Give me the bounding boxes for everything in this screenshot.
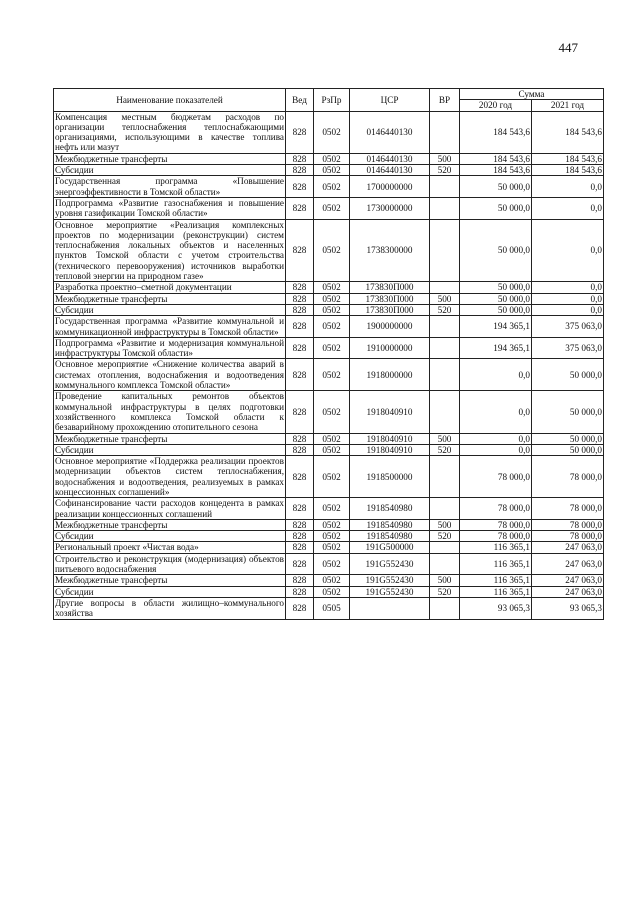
row-sum-2021: 0,0: [532, 197, 604, 219]
row-rzpr: 0502: [314, 282, 350, 293]
row-sum-2020: 194 365,1: [460, 316, 532, 338]
row-sum-2021: 184 543,6: [532, 153, 604, 164]
row-csr: 1918040910: [350, 391, 430, 433]
row-ved: 828: [286, 111, 314, 153]
row-rzpr: 0502: [314, 337, 350, 359]
table-row: [54, 553, 604, 575]
table-row: [54, 304, 604, 315]
row-sum-2021: 184 543,6: [532, 165, 604, 176]
row-sum-2021: 50 000,0: [532, 391, 604, 433]
row-rzpr: 0502: [314, 391, 350, 433]
row-csr: 1918000000: [350, 359, 430, 391]
row-sum-2021: 50 000,0: [532, 444, 604, 455]
row-vr: [430, 111, 460, 153]
table-row: [54, 197, 604, 219]
row-ved: 828: [286, 542, 314, 553]
table-row: [54, 597, 604, 619]
row-sum-2020: 78 000,0: [460, 456, 532, 498]
row-sum-2020: 50 000,0: [460, 293, 532, 304]
row-rzpr: 0502: [314, 575, 350, 586]
row-sum-2021: 0,0: [532, 282, 604, 293]
row-csr: 1918040910: [350, 433, 430, 444]
row-name: Подпрограмма «Развитие газоснабжения и повышение уровня газификации Томской области»: [55, 197, 284, 219]
row-rzpr: 0502: [314, 553, 350, 575]
row-sum-2021: 375 063,0: [532, 316, 604, 338]
row-rzpr: 0502: [314, 293, 350, 304]
row-sum-2021: 247 063,0: [532, 553, 604, 575]
row-name: Межбюджетные трансферты: [54, 153, 286, 164]
row-sum-2021: 78 000,0: [532, 498, 604, 520]
row-name: Государственная программа «Развитие коммунальной и коммуникационной инфраструктуры в Томской области»: [55, 316, 284, 337]
table-row: [54, 282, 604, 293]
row-sum-2020: 184 543,6: [460, 153, 532, 164]
row-ved: 828: [286, 433, 314, 444]
row-name: Основное мероприятие «Реализация комплексных проектов по модернизации (реконструкции) систем теплоснабжения локальных объектов и населенных пунктов Томской области с учетом строительства (технического перевооружения) источников выработки тепловой энергии на природном газе»: [55, 219, 284, 282]
budget-table: [53, 88, 604, 620]
row-vr: [430, 282, 460, 293]
row-sum-2021: 0,0: [532, 304, 604, 315]
row-sum-2021: 0,0: [532, 219, 604, 282]
row-rzpr: 0505: [314, 597, 350, 619]
row-csr: 1700000000: [350, 176, 430, 198]
header-ved: Вед: [286, 89, 314, 112]
row-vr: 500: [430, 293, 460, 304]
row-ved: 828: [286, 456, 314, 498]
row-csr: 0146440130: [350, 111, 430, 153]
row-vr: 500: [430, 153, 460, 164]
table-row: [54, 519, 604, 530]
row-sum-2020: 0,0: [460, 444, 532, 455]
table-row: [54, 456, 604, 498]
row-rzpr: 0502: [314, 586, 350, 597]
table-row: [54, 498, 604, 520]
header-year-2021: 2021 год: [532, 100, 604, 111]
row-name: Компенсация местным бюджетам расходов по организации теплоснабжения теплоснабжающими организациями, использующими в качестве топлива нефть или мазут: [55, 111, 284, 153]
row-csr: [350, 597, 430, 619]
row-rzpr: 0502: [314, 444, 350, 455]
table-row: [54, 575, 604, 586]
row-csr: 1918540980: [350, 519, 430, 530]
row-csr: 191G552430: [350, 586, 430, 597]
table-row: [54, 542, 604, 553]
row-sum-2020: 50 000,0: [460, 176, 532, 198]
row-vr: 500: [430, 519, 460, 530]
row-sum-2020: 184 543,6: [460, 111, 532, 153]
row-sum-2021: 78 000,0: [532, 519, 604, 530]
row-vr: [430, 316, 460, 338]
row-rzpr: 0502: [314, 219, 350, 282]
row-name: Субсидии: [54, 444, 286, 455]
row-ved: 828: [286, 197, 314, 219]
header-vr: ВР: [430, 89, 460, 112]
row-name: Проведение капитальных ремонтов объектов коммунальной инфраструктуры в целях подготовки хозяйственного комплекса Томской области к безаварийному прохождению отопительного сезона: [55, 391, 284, 433]
row-name: Основное мероприятие «Поддержка реализации проектов модернизации объектов систем теплоснабжения, водоснабжения и водоотведения, реализуемых в рамках концессионных соглашений»: [55, 456, 284, 497]
row-rzpr: 0502: [314, 165, 350, 176]
row-name: Государственная программа «Повышение энергоэффективности в Томской области»: [55, 176, 284, 197]
row-ved: 828: [286, 359, 314, 391]
row-ved: 828: [286, 575, 314, 586]
row-vr: [430, 553, 460, 575]
row-rzpr: 0502: [314, 176, 350, 198]
header-year-2020: 2020 год: [460, 100, 532, 111]
row-sum-2020: 93 065,3: [460, 597, 532, 619]
row-sum-2020: 78 000,0: [460, 531, 532, 542]
row-name: Межбюджетные трансферты: [54, 433, 286, 444]
row-sum-2020: 0,0: [460, 359, 532, 391]
row-name: Субсидии: [54, 165, 286, 176]
row-ved: 828: [286, 553, 314, 575]
row-rzpr: 0502: [314, 531, 350, 542]
row-vr: [430, 456, 460, 498]
page-number: 447: [558, 40, 578, 55]
row-vr: 520: [430, 586, 460, 597]
row-sum-2020: 0,0: [460, 433, 532, 444]
row-name: Строительство и реконструкция (модернизация) объектов питьевого водоснабжения: [55, 553, 284, 575]
row-vr: [430, 176, 460, 198]
row-ved: 828: [286, 304, 314, 315]
row-ved: 828: [286, 316, 314, 338]
row-csr: 191G552430: [350, 575, 430, 586]
row-sum-2020: 50 000,0: [460, 197, 532, 219]
row-vr: 520: [430, 304, 460, 315]
row-sum-2021: 0,0: [532, 293, 604, 304]
row-sum-2021: 0,0: [532, 176, 604, 198]
row-sum-2020: 194 365,1: [460, 337, 532, 359]
row-ved: 828: [286, 444, 314, 455]
row-sum-2020: 50 000,0: [460, 219, 532, 282]
row-csr: 0146440130: [350, 165, 430, 176]
row-csr: 173830П000: [350, 304, 430, 315]
row-rzpr: 0502: [314, 519, 350, 530]
table-row: [54, 359, 604, 391]
row-ved: 828: [286, 337, 314, 359]
row-rzpr: 0502: [314, 359, 350, 391]
row-name: Субсидии: [54, 586, 286, 597]
row-vr: [430, 542, 460, 553]
header-sum: Сумма: [460, 89, 604, 100]
table-row: [54, 444, 604, 455]
row-rzpr: 0502: [314, 433, 350, 444]
row-vr: [430, 391, 460, 433]
row-name: Другие вопросы в области жилищно–коммунального хозяйства: [55, 597, 284, 619]
table-row: [54, 219, 604, 282]
row-name: Субсидии: [54, 531, 286, 542]
row-name: Региональный проект «Чистая вода»: [54, 542, 286, 553]
row-ved: 828: [286, 153, 314, 164]
row-ved: 828: [286, 391, 314, 433]
row-sum-2021: 375 063,0: [532, 337, 604, 359]
row-vr: [430, 498, 460, 520]
row-csr: 173830П000: [350, 282, 430, 293]
row-name: Субсидии: [54, 304, 286, 315]
row-sum-2020: 0,0: [460, 391, 532, 433]
table-row: [54, 176, 604, 198]
row-sum-2020: 50 000,0: [460, 282, 532, 293]
row-rzpr: 0502: [314, 111, 350, 153]
row-ved: 828: [286, 165, 314, 176]
table-row: [54, 111, 604, 153]
table-row: [54, 531, 604, 542]
row-sum-2020: 50 000,0: [460, 304, 532, 315]
row-sum-2020: 116 365,1: [460, 575, 532, 586]
row-ved: 828: [286, 176, 314, 198]
table-row: [54, 391, 604, 433]
row-ved: 828: [286, 219, 314, 282]
row-sum-2021: 247 063,0: [532, 586, 604, 597]
row-csr: 1900000000: [350, 316, 430, 338]
table-row: [54, 153, 604, 164]
table-row: [54, 433, 604, 444]
row-ved: 828: [286, 519, 314, 530]
row-sum-2020: 184 543,6: [460, 165, 532, 176]
row-csr: 191G500000: [350, 542, 430, 553]
table-row: [54, 293, 604, 304]
row-sum-2020: 116 365,1: [460, 586, 532, 597]
row-vr: [430, 197, 460, 219]
row-sum-2021: 184 543,6: [532, 111, 604, 153]
table-row: [54, 586, 604, 597]
header-csr: ЦСР: [350, 89, 430, 112]
row-ved: 828: [286, 586, 314, 597]
row-vr: 520: [430, 165, 460, 176]
row-sum-2021: 78 000,0: [532, 456, 604, 498]
row-sum-2020: 78 000,0: [460, 498, 532, 520]
row-csr: 1738300000: [350, 219, 430, 282]
row-sum-2020: 78 000,0: [460, 519, 532, 530]
row-sum-2021: 78 000,0: [532, 531, 604, 542]
table-row: [54, 316, 604, 338]
row-ved: 828: [286, 282, 314, 293]
row-rzpr: 0502: [314, 498, 350, 520]
row-csr: 1918500000: [350, 456, 430, 498]
row-sum-2020: 116 365,1: [460, 542, 532, 553]
row-rzpr: 0502: [314, 197, 350, 219]
row-rzpr: 0502: [314, 316, 350, 338]
header-name: Наименование показателей: [54, 89, 286, 112]
row-csr: 1918540980: [350, 498, 430, 520]
header-rzpr: РзПр: [314, 89, 350, 112]
row-name: Межбюджетные трансферты: [54, 519, 286, 530]
row-name: Межбюджетные трансферты: [54, 575, 286, 586]
row-ved: 828: [286, 597, 314, 619]
row-sum-2021: 247 063,0: [532, 575, 604, 586]
row-name: Основное мероприятие «Снижение количества аварий в системах отопления, водоснабжения и водоотведения коммунального комплекса Томской области»: [55, 359, 284, 391]
row-csr: 191G552430: [350, 553, 430, 575]
row-ved: 828: [286, 498, 314, 520]
row-sum-2021: 247 063,0: [532, 542, 604, 553]
table-row: [54, 165, 604, 176]
row-rzpr: 0502: [314, 304, 350, 315]
row-vr: [430, 219, 460, 282]
row-vr: 520: [430, 444, 460, 455]
row-name: Разработка проектно–сметной документации: [54, 282, 286, 293]
row-name: Межбюджетные трансферты: [54, 293, 286, 304]
row-name: Подпрограмма «Развитие и модернизация коммунальной инфраструктуры Томской области»: [55, 337, 284, 359]
row-sum-2020: 116 365,1: [460, 553, 532, 575]
row-csr: 1918540980: [350, 531, 430, 542]
row-vr: 500: [430, 433, 460, 444]
row-sum-2021: 50 000,0: [532, 433, 604, 444]
row-rzpr: 0502: [314, 456, 350, 498]
row-vr: [430, 359, 460, 391]
table-row: [54, 337, 604, 359]
row-vr: 520: [430, 531, 460, 542]
row-csr: 173830П000: [350, 293, 430, 304]
row-vr: 500: [430, 575, 460, 586]
row-ved: 828: [286, 531, 314, 542]
row-csr: 0146440130: [350, 153, 430, 164]
row-csr: 1910000000: [350, 337, 430, 359]
row-name: Софинансирование части расходов концедента в рамках реализации концессионных соглашений: [55, 498, 284, 519]
row-rzpr: 0502: [314, 542, 350, 553]
row-sum-2021: 50 000,0: [532, 359, 604, 391]
row-vr: [430, 597, 460, 619]
row-ved: 828: [286, 293, 314, 304]
row-rzpr: 0502: [314, 153, 350, 164]
row-vr: [430, 337, 460, 359]
row-sum-2021: 93 065,3: [532, 597, 604, 619]
row-csr: 1730000000: [350, 197, 430, 219]
row-csr: 1918040910: [350, 444, 430, 455]
